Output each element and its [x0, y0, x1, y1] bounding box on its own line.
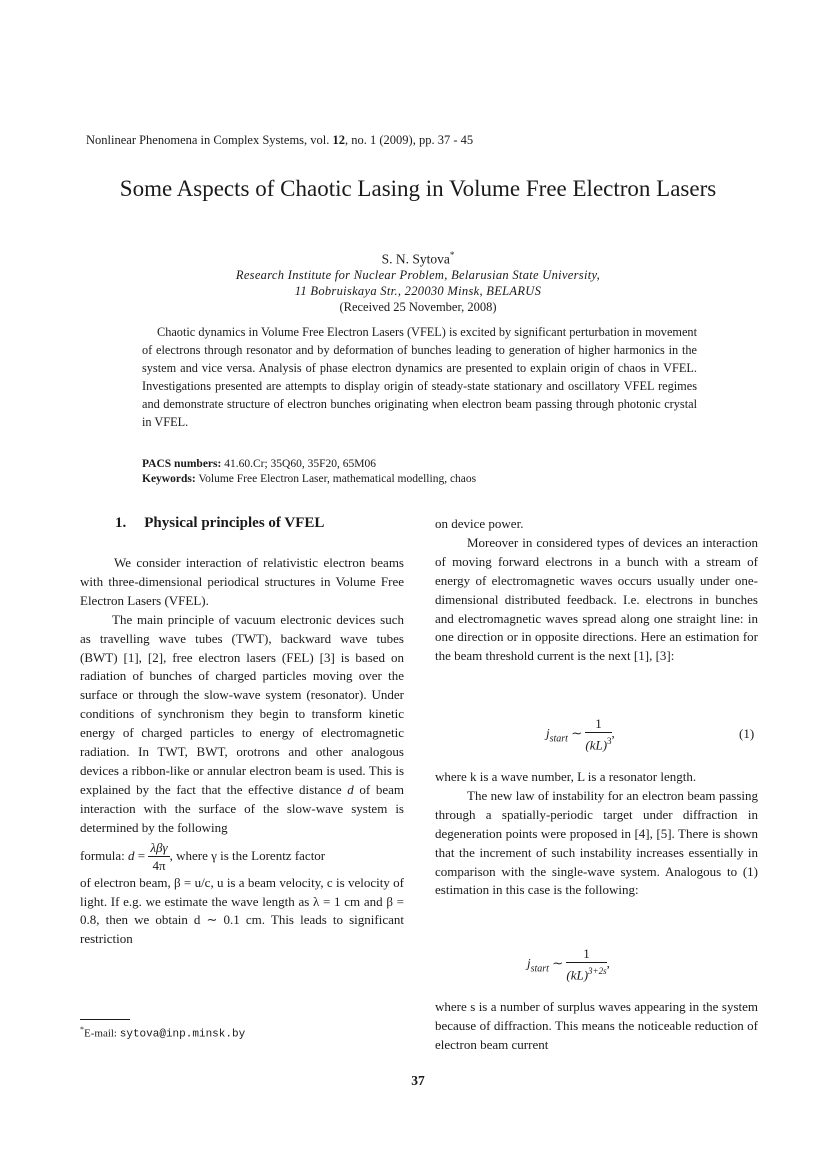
paper-title: Some Aspects of Chaotic Lasing in Volume Free Electron Lasers — [119, 176, 717, 201]
page-number: 37 — [411, 1073, 425, 1088]
paragraph: We consider interaction of relativistic electron beams with three-dimensional periodical structures in Volume Free Electron Lasers (VFEL). — [80, 555, 404, 608]
keywords-value: Volume Free Electron Laser, mathematical modelling, chaos — [195, 473, 477, 485]
pacs-numbers — [142, 458, 702, 470]
footnote: *E-mail: sytova@inp.minsk.by — [80, 1025, 246, 1041]
formula-line: formula: d = $\frac{\text{λβγ}}{4\pi}$ , where γ is the Lorentz factor — [80, 839, 326, 873]
journal-name: Nonlinear Phenomena in Complex Systems, vol. — [86, 133, 330, 147]
pacs-value: 41.60.Cr; 35Q60, 35F20, 65M06 — [221, 458, 376, 470]
left-column — [80, 554, 404, 949]
abstract: Chaotic dynamics in Volume Free Electron Lasers (VFEL) is excited by significant perturbation in movement of electrons through resonator and by deformation of bunches leading to generation of higher harmonics in the system and vice versa. Analysis of phase electron dynamics are presented to explain origin of chaos in VFEL. Investigations presented are attempts to display origin of steady-state stationary and oscillatory VFEL regimes and demonstrate structure of electron bunches originating when electron beam passing through photonic crystal in VFEL. — [142, 325, 697, 429]
right-column-middle — [435, 768, 758, 900]
author — [0, 250, 826, 268]
pacs-label: PACS numbers: — [142, 458, 222, 470]
equation-1-label: (1) — [739, 726, 755, 741]
affiliation-line-1: Research Institute for Nuclear Problem, Belarusian State University, — [235, 268, 601, 282]
equation-1: $j_{start}$ ∼ $\frac{1}{(kL)^3}$ , — [546, 716, 615, 753]
paragraph: The new law of instability for an electron beam passing through a spatially-periodic target under diffraction in degeneration points were proposed in [4], [5]. There is shown that the increment of such instability increases essentially in comparison with the single-wave system. Analogous to (1) estimation in this case is the following: — [435, 787, 758, 898]
author-footnote-mark: * — [449, 250, 455, 260]
journal-volume: 12 — [332, 133, 346, 147]
paragraph: of electron beam, β = u/c, u is a beam velocity, c is velocity of light. If e.g. we estimate the wave length as λ = 1 cm and β = 0.8, then we obtain d ∼ 0.1 cm. This leads to significant restriction — [80, 874, 404, 947]
equation-2: $j_{start}$ ∼ $\frac{1}{(kL)^{3+2s}}$ , — [527, 946, 610, 983]
right-column-bottom — [435, 998, 758, 1055]
keywords — [142, 473, 702, 485]
section-heading — [115, 515, 324, 532]
footnote-email: sytova@inp.minsk.by — [119, 1028, 246, 1041]
journal-issue-pages: , no. 1 (2009), pp. 37 - 45 — [345, 133, 474, 147]
affiliation-line-2: 11 Bobruiskaya Str., 220030 Minsk, BELARUS — [294, 284, 542, 298]
paragraph: The main principle of vacuum electronic devices such as travelling wave tubes (TWT), backward wave tubes (BWT) [1], [2], free electron lasers (FEL) [3] is based on radiation of bunches of charged particles moving over the surface or through the slow-wave system (resonator). Under conditions of synchronism they begin to transform kinetic energy of charged particles to energy of electromagnetic radiation. In TWT, BWT, orotrons and other analogous devices a ribbon-like or annular electron beam is used. This is explained by the fact that the effective distance d of beam interaction with the surface of the slow-wave system is determined by the following — [80, 611, 405, 835]
paragraph: on device power. — [435, 516, 524, 531]
received-date: (Received 25 November, 2008) — [339, 300, 497, 314]
paragraph: Moreover in considered types of devices an interaction of moving forward electrons in a bunch with a stream of energy of electromagnetic waves occurs usually under one-dimensional distributed feedback. I.e. electrons in bunches and electromagnetic waves spread along one straight line: in one direction or in opposite directions. Here an estimation for the beam threshold current is the next [1], [3]: — [435, 534, 758, 664]
section-title: Physical principles of VFEL — [144, 515, 325, 531]
author-name: S. N. Sytova — [381, 251, 450, 267]
section-number: 1. — [115, 515, 127, 531]
paragraph: where s is a number of surplus waves appearing in the system because of diffraction. This means the noticeable reduction of electron beam current — [435, 999, 758, 1052]
journal-header — [86, 133, 473, 148]
paragraph: where k is a wave number, L is a resonator length. — [435, 769, 697, 784]
keywords-label: Keywords: — [142, 473, 196, 485]
formula-fraction: $\frac{\text{λβγ}}{4\pi}$ — [150, 839, 168, 873]
right-column-top — [435, 515, 758, 666]
footnote-rule — [80, 1019, 130, 1020]
